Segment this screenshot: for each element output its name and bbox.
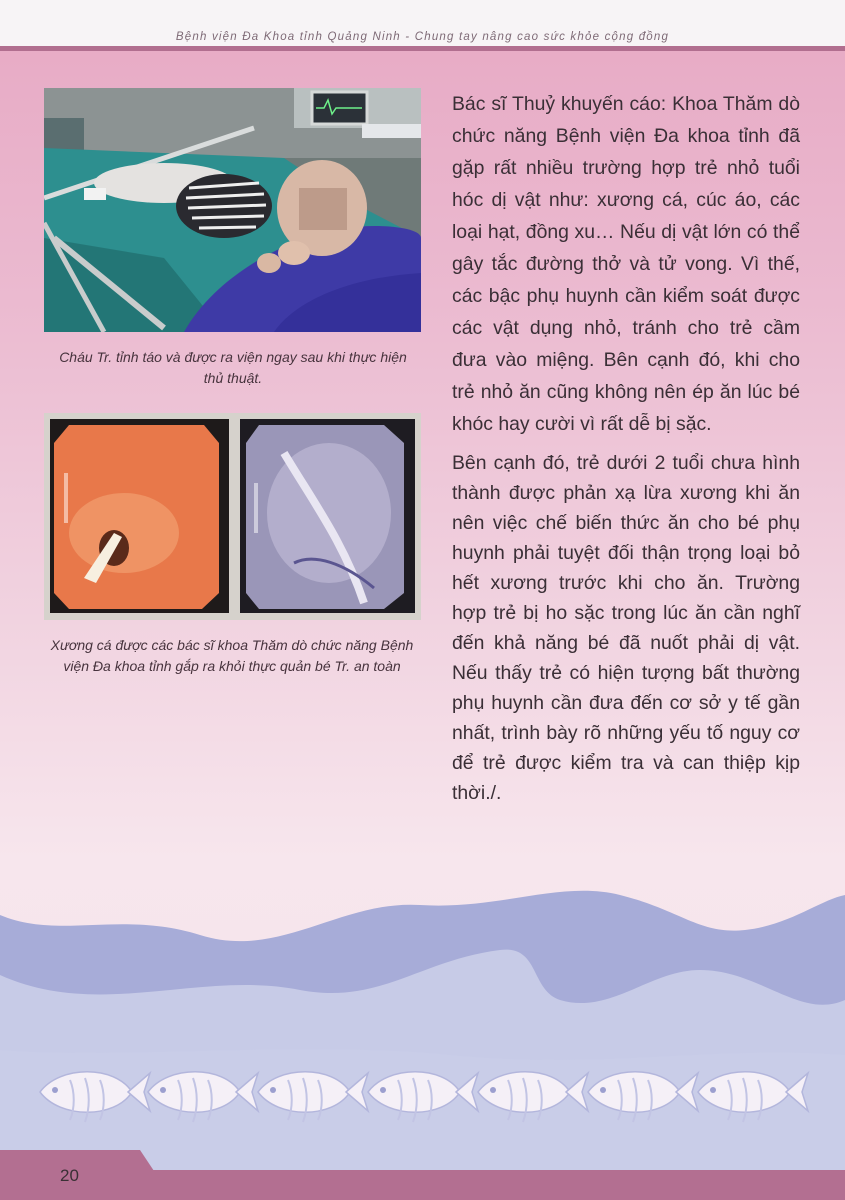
article-body	[452, 88, 800, 808]
article-paragraph: Bên cạnh đó, trẻ dưới 2 tuổi chưa hình thành được phản xạ lừa xương khi ăn nên việc chế biến thức ăn cho bé phụ huynh phải tuyệt đối thận trọng loại bỏ hết xương trước khi cho ăn. Trường hợp trẻ bị ho sặc trong lúc ăn cần nghĩ đến khả năng bé đã nuốt phải dị vật. Nếu thấy trẻ có hiện tượng bất thường phụ huynh cần đưa đến cơ sở y tế gần nhất, trình bày rõ những yếu tố nguy cơ để trẻ được kiểm tra và can thiệp kịp thời./.	[452, 452, 800, 804]
page-number: 20	[60, 1166, 79, 1185]
wave-decoration	[0, 880, 845, 1200]
endoscopy-photo	[44, 413, 421, 620]
header-bar	[0, 0, 845, 51]
running-title: Bệnh viện Đa Khoa tỉnh Quảng Ninh - Chung tay nâng cao sức khỏe cộng đồng	[175, 31, 670, 43]
photo-caption-2: Xương cá được các bác sĩ khoa Thăm dò chức năng Bệnh viện Đa khoa tỉnh gắp ra khỏi thực quản bé Tr. an toàn	[50, 637, 414, 674]
article-paragraph: Bác sĩ Thuỷ khuyến cáo: Khoa Thăm dò chức năng Bệnh viện Đa khoa tỉnh đã gặp rất nhiều trường hợp trẻ nhỏ tuổi hóc dị vật như: xương cá, cúc áo, các loại hạt, đồng xu… Nếu dị vật lớn có thể gây tắc đường thở và tử vong. Vì thế, các bậc phụ huynh cần kiểm soát được các vật dụng nhỏ, tránh cho trẻ cầm đưa vào miệng. Bên cạnh đó, khi cho trẻ nhỏ ăn cũng không nên ép ăn lúc bé khóc hay cười vì rất dễ bị sặc.	[452, 93, 800, 435]
photo-caption-1: Cháu Tr. tỉnh táo và được ra viện ngay sau khi thực hiện thủ thuật.	[59, 349, 407, 386]
patient-photo	[44, 88, 421, 332]
